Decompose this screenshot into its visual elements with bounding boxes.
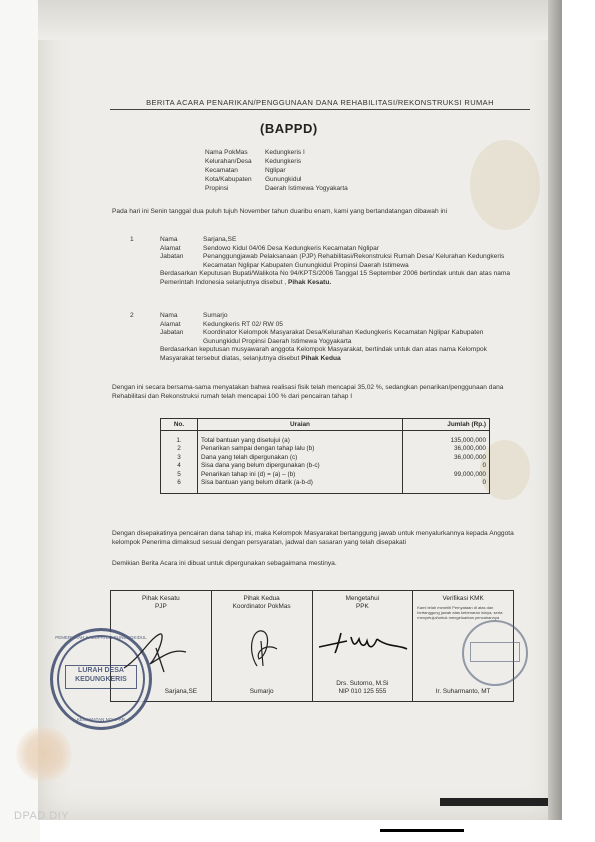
signer-role: Koordinator PokMas <box>232 603 291 610</box>
party-two <box>130 312 515 364</box>
archive-seal-icon <box>16 726 72 782</box>
info-value: Kedungkeris <box>265 158 302 165</box>
party-one <box>130 236 515 288</box>
field-label: Jabatan <box>160 253 184 261</box>
info-value: Kedungkeris I <box>265 149 305 156</box>
cell-jumlah: 36,000,000 <box>403 445 490 453</box>
party-position: Penanggungjawab Pelaksanaan (PJP) Rehabilitasi/Rekonstruksi Rumah Desa/ Kelurahan Kedungkeris Kecamatan Nglipar Kabupaten Gunungkidul Propinsi Daerah Istimewa <box>203 253 505 269</box>
cell-uraian: Dana yang telah dipergunakan (c) <box>198 454 403 462</box>
field-label: Jabatan <box>160 329 184 337</box>
kmk-stamp <box>462 620 528 686</box>
stamp-line: KEDUNGKERIS <box>75 676 127 683</box>
stamp-ring-text: KECAMATAN NGLIPAR <box>76 717 125 722</box>
cell-no: 1. <box>161 431 198 446</box>
table-row <box>161 445 490 453</box>
basis-text: Berdasarkan Keputusan Bupati/Walikota No 94/KPTS/2006 Tanggal 15 September 2006 bertindak untuk dan atas nama Pemerintah Indonesia selanjutnya disebut , <box>160 270 511 286</box>
signer-name: Sarjana,SE <box>164 688 198 695</box>
field-label: Alamat <box>160 244 181 252</box>
party-role: Pihak Kedua <box>301 354 341 362</box>
signature-block-ppk <box>313 591 414 701</box>
table-row <box>161 479 490 494</box>
signer-heading: Pihak Kesatu <box>142 595 180 602</box>
pokmas-info <box>205 148 348 193</box>
closing-paragraph: Dengan disepakatinya pencairan dana tahap ini, maka Kelompok Masyarakat bertanggung jawab untuk menyalurkannya kepada Anggota kelompok Penerima dimaksud sesuai dengan persyaratan, jadwal dan sasaran yang telah disepakati <box>112 530 514 546</box>
info-row <box>205 175 348 184</box>
info-key: Nama PokMas <box>205 149 248 156</box>
statement-paragraph: Dengan ini secara bersama-sama menyatakan bahwa realisasi fisik telah mencapai 35,02 %, sedangkan penarikan/penggunaan dana Rehabilitasi dan Rekonstruksi rumah telah mencapai 100 % dari pencairan tahap I <box>112 384 504 400</box>
signer-role: PJP <box>155 603 167 610</box>
party-position: Koordinator Kelompok Masyarakat Desa/Kelurahan Kedungkeris Kecamatan Nglipar Kabupaten Gunungkidul Propinsi Daerah Istimewa Yogyakarta <box>203 329 484 345</box>
table-row <box>161 471 490 479</box>
info-row <box>205 184 348 193</box>
stamp-ring-text: PEMERINTAH KABUPATEN GUNUNGKIDUL <box>55 635 147 640</box>
info-key: Kelurahan/Desa <box>205 158 252 165</box>
info-row <box>205 148 348 157</box>
document-subtitle: (BAPPD) <box>260 121 318 136</box>
funds-table <box>160 418 490 494</box>
watermark: DPAD DIY <box>14 810 70 822</box>
info-row <box>205 166 348 175</box>
stamp-line: LURAH DESA <box>78 667 124 674</box>
cell-jumlah: 0 <box>403 479 490 494</box>
page-right-shadow <box>548 0 562 820</box>
basis-text: Berdasarkan keputusan musyawarah anggota Kelompok Masyarakat, bertindak untuk dan atas nama Kelompok Masyarakat tersebut diatas, selanjutnya disebut <box>160 346 487 362</box>
party-basis <box>160 346 515 363</box>
cell-uraian: Penarikan tahap ini (d) = (a) – (b) <box>198 471 403 479</box>
table-row <box>161 462 490 470</box>
cell-jumlah: 135,000,000 <box>403 431 490 446</box>
signer-role: PPK <box>355 603 369 610</box>
signer-name: Sumarjo <box>249 688 274 695</box>
table-header <box>161 419 490 431</box>
field-label: Nama <box>160 312 178 319</box>
signature-mark <box>237 621 287 671</box>
party-role: Pihak Kesatu. <box>287 278 332 286</box>
col-no: No. <box>161 419 198 431</box>
party-name: Sarjana,SE <box>203 236 237 243</box>
cell-jumlah: 36,000,000 <box>403 454 490 462</box>
cell-uraian: Sisa bantuan yang belum ditarik (a-b-d) <box>198 479 403 494</box>
signature-block-pokmas <box>212 591 313 701</box>
page-top-shadow <box>38 0 559 40</box>
col-jumlah: Jumlah (Rp.) <box>403 419 490 431</box>
signature-mark <box>120 628 190 674</box>
signer-name: Drs. Sutorno, M.Si <box>336 680 389 687</box>
table-row <box>161 431 490 446</box>
signer-name: Ir. Suharmanto, MT <box>435 688 491 695</box>
field-label: Nama <box>160 236 178 243</box>
document-title: BERITA ACARA PENARIKAN/PENGGUNAAN DANA REHABILITASI/REKONSTRUKSI RUMAH <box>110 98 530 110</box>
cell-no: 4 <box>161 462 198 470</box>
signer-heading: Verifikasi KMK <box>442 595 484 602</box>
party-address: Sendowo Kidul 04/06 Desa Kedungkeris Kecamatan Nglipar <box>203 244 379 252</box>
table-row <box>161 454 490 462</box>
cell-no: 3 <box>161 454 198 462</box>
cell-jumlah: 99,000,000 <box>403 471 490 479</box>
paper-stain <box>470 140 540 230</box>
cell-uraian: Sisa dana yang belum dipergunakan (b-c) <box>198 462 403 470</box>
closing-statement: Demikian Berita Acara ini dibuat untuk dipergunakan sebagaimana mestinya. <box>112 560 337 567</box>
party-name: Sumarjo <box>203 312 228 319</box>
signer-heading: Pihak Kedua <box>243 595 280 602</box>
info-value: Daerah Istimewa Yogyakarta <box>265 185 348 192</box>
info-key: Propinsi <box>205 185 229 192</box>
cell-no: 2 <box>161 445 198 453</box>
field-label: Alamat <box>160 320 181 328</box>
cell-jumlah: 0 <box>403 462 490 470</box>
col-uraian: Uraian <box>198 419 403 431</box>
scan-artifact <box>440 798 548 806</box>
party-basis <box>160 270 515 287</box>
party-number: 1 <box>130 236 134 243</box>
scan-artifact <box>380 829 464 832</box>
info-key: Kota/Kabupaten <box>205 176 252 183</box>
party-address: Kedungkeris RT 02/ RW 05 <box>203 320 283 328</box>
signer-heading: Mengetahui <box>345 595 380 602</box>
intro-paragraph: Pada hari ini Senin tanggal dua puluh tujuh November tahun duaribu enam, kami yang bertandatangan dibawah ini <box>112 208 448 215</box>
party-number: 2 <box>130 312 134 319</box>
cell-no: 5 <box>161 471 198 479</box>
signature-mark <box>317 627 409 657</box>
scan-left-margin <box>0 0 40 842</box>
info-row <box>205 157 348 166</box>
info-value: Gunungkidul <box>265 176 302 183</box>
info-key: Kecamatan <box>205 167 238 174</box>
cell-no: 6 <box>161 479 198 494</box>
info-value: Nglipar <box>265 167 286 174</box>
signer-nip: NIP 010 125 555 <box>338 688 387 695</box>
cell-uraian: Total bantuan yang disetujui (a) <box>198 431 403 446</box>
cell-uraian: Penarikan sampai dengan tahap lalu (b) <box>198 445 403 453</box>
kmk-note: Kami telah meneliti Pernyataan di atas dan bertanggung jawab atas kebenaran isinya, serta menyetujui/untuk mengeluarkan pencairannya <box>417 605 503 620</box>
